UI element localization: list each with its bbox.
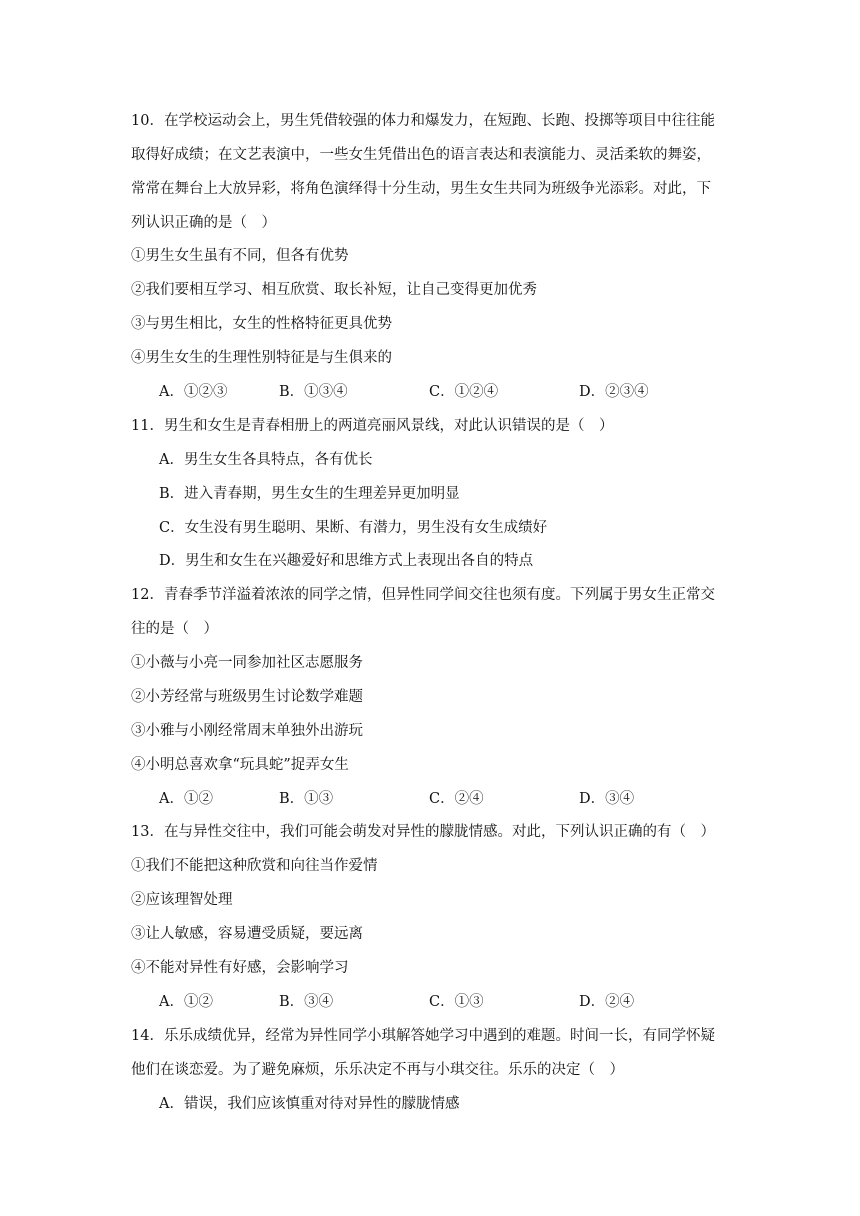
- q12-item-4: ④小明总喜欢拿“玩具蛇”捉弄女生: [131, 757, 349, 773]
- q14-stem-line-2: 他们在谈恋爱。为了避免麻烦，乐乐决定不再与小琪交往。乐乐的决定（ ）: [131, 1062, 624, 1078]
- q13-option-a[interactable]: A．①②: [159, 994, 213, 1010]
- q10-option-c[interactable]: C．①②④: [429, 384, 499, 400]
- q11-option-c[interactable]: C．女生没有男生聪明、果断、有潜力，男生没有女生成绩好: [159, 520, 548, 536]
- q11-option-a[interactable]: A．男生女生各具特点，各有优长: [159, 452, 373, 468]
- q13-stem-line-1: 13．在与异性交往中，我们可能会萌发对异性的朦胧情感。对此，下列认识正确的有（ ）: [131, 824, 715, 840]
- q11-option-d[interactable]: D．男生和女生在兴趣爱好和思维方式上表现出各自的特点: [159, 553, 534, 569]
- q12-option-a[interactable]: A．①②: [159, 791, 213, 807]
- q13-option-c[interactable]: C．①③: [429, 994, 484, 1010]
- q12-stem-line-1: 12．青春季节洋溢着浓浓的同学之情，但异性同学间交往也须有度。下列属于男女生正常交: [131, 587, 715, 603]
- q10-stem-line-2: 取得好成绩；在文艺表演中，一些女生凭借出色的语言表达和表演能力、灵活柔软的舞姿，: [131, 147, 711, 163]
- q14-option-a[interactable]: A．错误，我们应该慎重对待对异性的朦胧情感: [159, 1096, 460, 1112]
- q13-option-b[interactable]: B．③④: [279, 994, 334, 1010]
- q14-stem-line-1: 14．乐乐成绩优异，经常为异性同学小琪解答她学习中遇到的难题。时间一长，有同学怀疑: [131, 1028, 715, 1044]
- q10-item-1: ①男生女生虽有不同，但各有优势: [131, 248, 349, 264]
- q10-stem-line-3: 常常在舞台上大放异彩，将角色演绎得十分生动，男生女生共同为班级争光添彩。对此，下: [131, 181, 711, 197]
- q10-item-3: ③与男生相比，女生的性格特征更具优势: [131, 316, 392, 332]
- q12-option-c[interactable]: C．②④: [429, 791, 484, 807]
- q12-item-3: ③小雅与小刚经常周末单独外出游玩: [131, 723, 363, 739]
- q12-item-1: ①小薇与小亮一同参加社区志愿服务: [131, 655, 363, 671]
- q10-option-d[interactable]: D．②③④: [579, 384, 649, 400]
- q12-option-d[interactable]: D．③④: [579, 791, 635, 807]
- q10-option-a[interactable]: A．①②③: [159, 384, 228, 400]
- q12-option-b[interactable]: B．①③: [279, 791, 334, 807]
- q10-item-4: ④男生女生的生理性别特征是与生俱来的: [131, 350, 392, 366]
- q13-option-d[interactable]: D．②④: [579, 994, 635, 1010]
- q13-item-2: ②应该理智处理: [131, 892, 233, 908]
- q10-stem-line-1: 10．在学校运动会上，男生凭借较强的体力和爆发力，在短跑、长跑、投掷等项目中往往能: [131, 113, 715, 129]
- q10-stem-line-4: 列认识正确的是（ ）: [131, 215, 276, 231]
- q13-item-1: ①我们不能把这种欣赏和向往当作爱情: [131, 858, 378, 874]
- q11-stem-line-1: 11．男生和女生是青春相册上的两道亮丽风景线，对此认识错误的是（ ）: [131, 418, 614, 434]
- q10-option-b[interactable]: B．①③④: [279, 384, 348, 400]
- q12-stem-line-2: 往的是（ ）: [131, 621, 218, 637]
- q10-item-2: ②我们要相互学习、相互欣赏、取长补短，让自己变得更加优秀: [131, 282, 537, 298]
- q13-item-3: ③让人敏感，容易遭受质疑，要远离: [131, 926, 363, 942]
- q12-item-2: ②小芳经常与班级男生讨论数学难题: [131, 689, 363, 705]
- q13-item-4: ④不能对异性有好感，会影响学习: [131, 960, 349, 976]
- q11-option-b[interactable]: B．进入青春期，男生女生的生理差异更加明显: [159, 486, 460, 502]
